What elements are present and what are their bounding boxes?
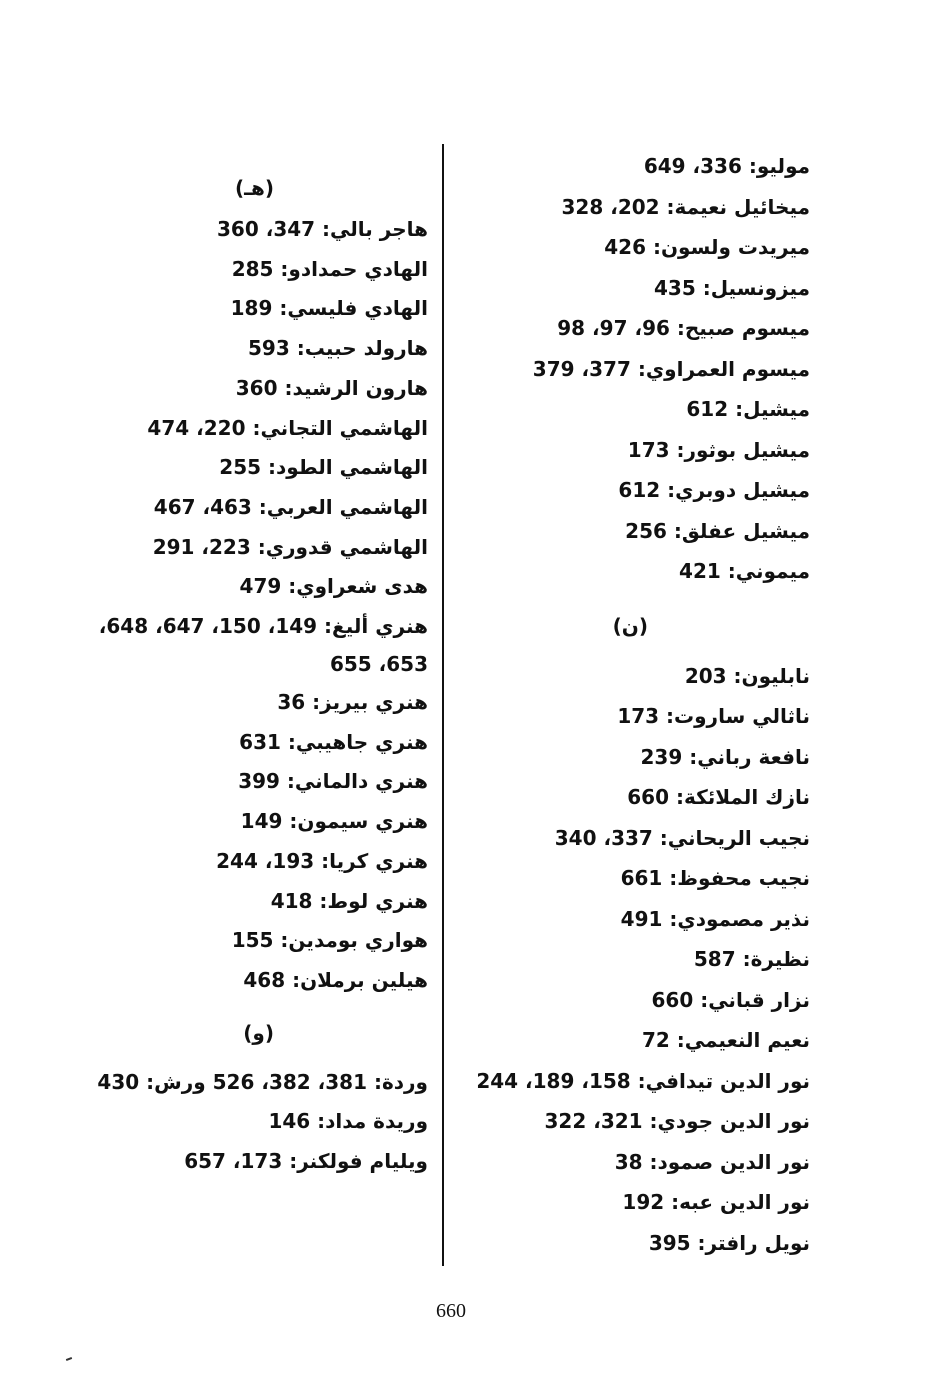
column-divider xyxy=(442,144,444,1266)
index-entry: ميشيل دوبري: 612 xyxy=(618,478,810,502)
index-entry: نازك الملائكة: 660 xyxy=(627,785,810,809)
index-entry: نزار قباني: 660 xyxy=(651,987,810,1012)
index-entry: الهادي فليسي: 189 xyxy=(230,296,428,321)
index-entry: الهاشمي العربي: 463، 467 xyxy=(153,494,428,519)
index-entry: ميخائيل نعيمة: 202، 328 xyxy=(561,194,810,219)
scan-mark xyxy=(66,1357,72,1361)
index-entry-wrapped: هنري أليغ: 149، 150، 647، 648، 653، 655 xyxy=(98,614,428,677)
index-entry: ميشيل بوثور: 173 xyxy=(627,437,810,462)
entries-noon xyxy=(470,656,810,1264)
index-entry: الهاشمي التجاني: 220، 474 xyxy=(147,415,428,440)
index-entry: نابليون: 203 xyxy=(684,663,810,688)
index-entry: نويل رافتر: 395 xyxy=(648,1230,810,1255)
index-entry: نجيب الريحاني: 337، 340 xyxy=(554,825,810,850)
index-entry: هارولد حبيب: 593 xyxy=(248,336,428,361)
index-entry: ميشيل عفلق: 256 xyxy=(625,518,810,543)
index-entry: نظيرة: 587 xyxy=(693,947,810,971)
index-entry: الهاشمي الطود: 255 xyxy=(219,455,428,480)
index-entry: هنري سيمون: 149 xyxy=(240,809,428,834)
index-entry: هنري بيريز: 36 xyxy=(277,690,428,715)
index-entry: وردة: 381، 382، 526 ورش: 430 xyxy=(97,1069,428,1094)
left-index-column xyxy=(60,146,428,1182)
index-entry: الهادي حمدادو: 285 xyxy=(231,256,428,281)
entries-meem xyxy=(470,146,810,592)
section-heading-noon: (ن) xyxy=(612,613,648,638)
index-entry: هنري دالماني: 399 xyxy=(238,769,428,794)
index-entry: نافعة رباني: 239 xyxy=(640,744,810,769)
index-entry: هارون الرشيد: 360 xyxy=(235,375,428,400)
index-entry: ناثالي ساروت: 173 xyxy=(617,704,810,728)
section-heading-ha: (هـ) xyxy=(235,176,274,200)
index-entry: نذير مصمودي: 491 xyxy=(620,906,810,931)
entries-waw xyxy=(60,1063,428,1182)
right-index-column xyxy=(470,146,810,1263)
index-entry: ويليام فولكنر: 173، 657 xyxy=(184,1149,428,1174)
index-entry: ميموني: 421 xyxy=(679,559,810,583)
index-entry: وريدة مداد: 146 xyxy=(268,1109,428,1134)
index-entry: ميشيل: 612 xyxy=(686,397,810,421)
index-entry: ميسوم العمراوي: 377، 379 xyxy=(532,356,810,381)
entries-ha xyxy=(60,210,428,1001)
index-entry: هيلين برملان: 468 xyxy=(243,967,428,992)
index-entry: ميسوم صبيح: 96، 97، 98 xyxy=(557,316,810,340)
section-heading-waw: (و) xyxy=(243,1020,274,1045)
index-entry: موليو: 336، 649 xyxy=(643,154,810,178)
index-entry: ميريدت ولسون: 426 xyxy=(604,235,810,259)
index-entry: نور الدين تيدافي: 158، 189، 244 xyxy=(476,1068,810,1093)
index-entry: هنري كريا: 193، 244 xyxy=(216,848,428,873)
index-entry: نور الدين عبه: 192 xyxy=(622,1190,810,1214)
index-entry: هدى شعراوي: 479 xyxy=(239,574,428,599)
index-entry: هنري جاهيبي: 631 xyxy=(239,729,428,754)
index-entry: هاجر بالي: 347، 360 xyxy=(217,217,428,241)
index-entry: هنري لوط: 418 xyxy=(270,888,428,913)
index-entry: نور الدين صمود: 38 xyxy=(614,1149,810,1174)
index-entry: ميزونسيل: 435 xyxy=(653,275,810,300)
page-number: 660 xyxy=(436,1300,466,1322)
index-entry: نور الدين جودي: 321، 322 xyxy=(544,1109,810,1133)
index-entry: الهاشمي قدوري: 223، 291 xyxy=(152,534,428,559)
index-entry: نعيم النعيمي: 72 xyxy=(641,1028,810,1052)
index-entry: هواري بومدين: 155 xyxy=(231,928,428,953)
index-entry: نجيب محفوظ: 661 xyxy=(620,866,810,890)
